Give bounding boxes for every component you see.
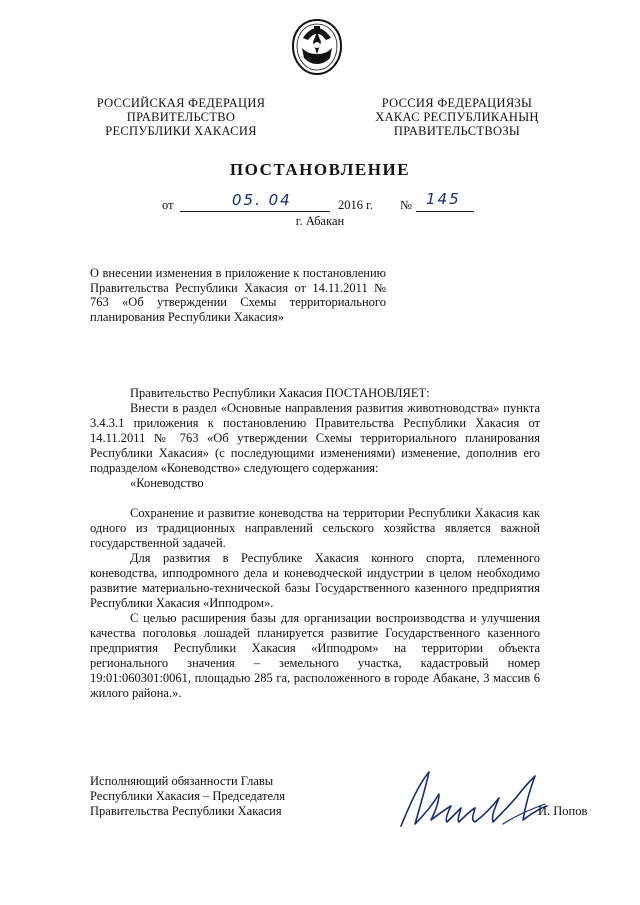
header-khakas (362, 96, 552, 138)
date-prefix: от (162, 198, 174, 212)
header-russian-line: РЕСПУБЛИКИ ХАКАСИЯ (105, 124, 257, 138)
signatory-title (90, 774, 350, 819)
body-text (90, 386, 540, 701)
body-paragraph: Сохранение и развитие коневодства на территории Республики Хакасия как одного из традиционных направлений сельского хозяйства является важной государственной задачей. (90, 506, 540, 550)
signatory-title-line: Исполняющий обязанности Главы (90, 774, 274, 788)
handwritten-date: 05. 04 (232, 191, 292, 209)
subsection-heading: «Коневодство (130, 476, 204, 490)
body-paragraph: С целью расширения базы для организации воспроизводства и улучшения качества поголовья лошадей планируется развитие Государственного казенного предприятия Республики Хакасия «Ипподром» на территории объекта регионального значения – земельного участка, кадастровый номер 19:01:060301:0061, площадью 285 га, расположенного в городе Абакане, 3 массив 6 жилого района.». (90, 611, 540, 700)
signer-name: И. Попов (538, 804, 588, 818)
handwritten-number: 145 (426, 190, 461, 208)
header-russian-line: ПРАВИТЕЛЬСТВО (126, 110, 236, 124)
header-khakas-line: РОССИЯ ФЕДЕРАЦИЯЗЫ (381, 96, 533, 110)
document-title: ПОСТАНОВЛЕНИЕ (229, 160, 411, 179)
date-underline (180, 211, 330, 212)
preamble-paragraph: Правительство Республики Хакасия ПОСТАНОВЛЯЕТ: (130, 386, 430, 400)
body-paragraph: Для развития в Республике Хакасия конного спорта, племенного коневодства, ипподромного дела и коневодческой индустрии в целом необходимо развитие материально-технической базы Государственного казенного предприятия Республики Хакасия «Ипподром». (90, 551, 540, 610)
signatory-title-line: Правительства Республики Хакасия (90, 804, 282, 818)
year-label: 2016 г. (338, 198, 373, 212)
header-russian (86, 96, 276, 138)
paragraph-spacer (90, 491, 540, 506)
subject-text: О внесении изменения в приложение к постановлению Правительства Республики Хакасия от 14.11.2011 № 763 «Об утверждении Схемы территориального планирования Республики Хакасия» (90, 266, 386, 324)
number-underline (416, 211, 474, 212)
city-label: г. Абакан (295, 214, 345, 228)
header-khakas-line: ПРАВИТЕЛЬСТВОЗЫ (393, 124, 521, 138)
amendment-paragraph: Внести в раздел «Основные направления развития животноводства» пункта 3.4.3.1 приложения к постановлению Правительства Республики Хакасия от 14.11.2011 № 763 «Об утверждении Схемы территориального планирования Республики Хакасия» (с последующими изменениями) изменение, дополнив его подразделом «Коневодство» следующего содержания: (90, 401, 540, 475)
date-number-line (150, 190, 490, 216)
number-sign: № (400, 198, 412, 212)
signatory-title-line: Республики Хакасия – Председателя (90, 789, 286, 803)
header-khakas-line: ХАКАС РЕСПУБЛИКАНЫҢ (375, 110, 539, 124)
coat-of-arms-emblem (290, 18, 344, 76)
header-russian-line: РОССИЙСКАЯ ФЕДЕРАЦИЯ (96, 96, 266, 110)
handwritten-signature (395, 764, 570, 836)
